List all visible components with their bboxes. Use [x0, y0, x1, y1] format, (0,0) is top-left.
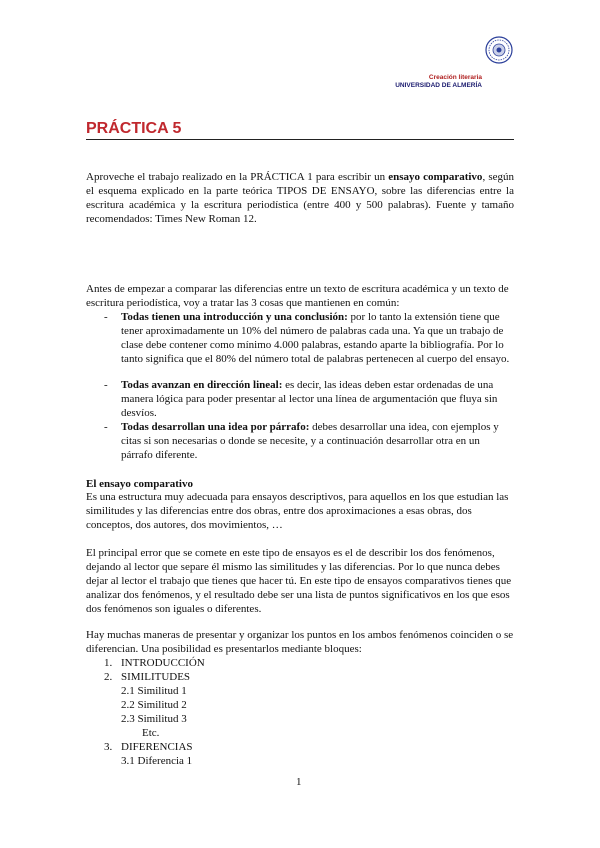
intro-paragraph	[86, 170, 514, 226]
bullet-text: debes desarrollar una idea, con ejemplos y citas si son necesarias o donde se necesite, y a continuación desarrollar otra en un párrafo diferente.	[121, 421, 499, 461]
list-number: 1.	[104, 657, 113, 669]
paragraph-5: Hay muchas maneras de presentar y organizar los puntos en los ambos fenómenos coinciden o se diferencian. Una posibilidad es presentarlos mediante bloques:	[86, 629, 514, 655]
paragraph-4: El principal error que se comete en este tipo de ensayos es el de describir los dos fenómenos, dejando al lector que separe él mismo las similitudes y las diferencias. Por lo que nunca debes dejar al lector el trabajo que tienes que hacer tú. En este tipo de ensayos comparativos tienes que analizar dos fenómenos, y el resultado debe ser una lista de puntos significativos en los que esos dos fenómenos son iguales o diferentes.	[86, 547, 512, 615]
bullet-text: es decir, las ideas deben estar ordenadas de una manera lógica para poder presentar al lector una línea de argumentación que fluya sin desvíos.	[121, 379, 498, 419]
intro-text-2: , según el esquema explicado en la parte teórica TIPOS DE ENSAYO, sobre las diferencias entre la escritura académica y la escritura periodística (entre 400 y 500 palabras). Fuente y tamaño recomendados: Times New Roman 12.	[86, 171, 515, 225]
bullet-item	[104, 420, 514, 462]
list-number: 3.	[104, 741, 113, 753]
intro-text-1: Aproveche el trabajo realizado en la PRÁCTICA 1 para escribir un	[86, 171, 389, 183]
bullet-bold: Todas tienen una introducción y una conclusión:	[121, 311, 348, 323]
list-item: INTRODUCCIÓN	[121, 657, 205, 669]
sub-list-item: 3.1 Diferencia 1	[121, 755, 193, 767]
bullet-bold: Todas avanzan en dirección lineal:	[121, 379, 283, 391]
paragraph-3: Es una estructura muy adecuada para ensayos descriptivos, para aquellos en los que estudian las similitudes y las diferencias entre dos obras, entre dos aproximaciones a esas obras, dos conceptos, dos autores, dos movimientos, …	[86, 491, 509, 531]
sub-list-item: 2.3 Similitud 3	[121, 713, 187, 725]
bullet-dash: -	[104, 421, 108, 433]
header-university: UNIVERSIDAD DE ALMERÍA	[395, 82, 482, 89]
list-number: 2.	[104, 671, 113, 683]
list-item: SIMILITUDES	[121, 671, 191, 683]
paragraph-2: Antes de empezar a comparar las diferencias entre un texto de escritura académica y un texto de escritura periodística, voy a tratar las 3 cosas que mantienen en común:	[86, 283, 509, 309]
sub-list-etc: Etc.	[142, 727, 160, 739]
list-item: DIFERENCIAS	[121, 741, 193, 753]
bullet-item	[104, 378, 514, 420]
sub-list-item: 2.2 Similitud 2	[121, 699, 187, 711]
intro-bold: ensayo comparativo	[388, 171, 483, 183]
university-seal-icon	[485, 36, 513, 64]
page-number: 1	[296, 776, 302, 788]
bullet-text: por lo tanto la extensión tiene que tener aproximadamente un 10% del número de palabras cada una. Ya que un trabajo de clase debe contener como mínimo 4.000 palabras, estando aparte la bibliografía. Por lo tanto significa que el 80% del número total de palabras pertenecen al cuerpo del ensayo.	[121, 311, 510, 365]
bullet-dash: -	[104, 379, 108, 391]
sub-list-item: 2.1 Similitud 1	[121, 685, 187, 697]
header-course: Creación literaria	[428, 74, 482, 81]
title-divider	[86, 139, 514, 140]
bullet-item	[104, 310, 514, 366]
document-header	[395, 74, 482, 90]
page-title: PRÁCTICA 5	[86, 120, 182, 137]
bullet-bold: Todas desarrollan una idea por párrafo:	[121, 421, 310, 433]
section-heading: El ensayo comparativo	[86, 478, 193, 490]
bullet-dash: -	[104, 311, 108, 323]
